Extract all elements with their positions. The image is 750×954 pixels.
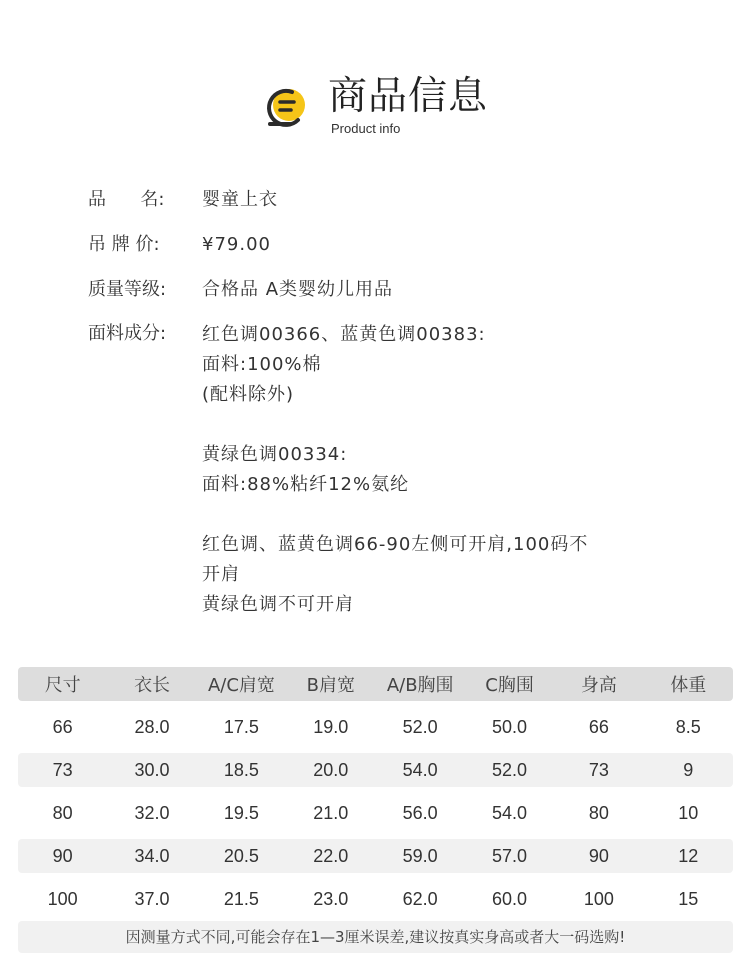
table-cell: 60.0 (492, 888, 528, 909)
table-cell: 80 (588, 802, 609, 823)
column-header: B肩宽 (306, 675, 355, 696)
table-row (18, 753, 733, 787)
table-cell: 19.5 (223, 802, 259, 823)
table-cell: 59.0 (402, 845, 438, 866)
table-cell: 22.0 (313, 845, 349, 866)
table-cell: 52.0 (402, 716, 438, 737)
table-cell: 34.0 (134, 845, 170, 866)
page-title: 商品信息 (328, 74, 489, 119)
table-cell: 23.0 (313, 888, 349, 909)
material-line: 面料:100%棉 (202, 354, 322, 375)
name-label: 品 名: (88, 189, 165, 210)
table-cell: 62.0 (402, 888, 438, 909)
table-cell: 21.5 (223, 888, 259, 909)
material-line: 黄绿色调不可开肩 (202, 594, 354, 615)
column-header: A/C肩宽 (207, 675, 275, 696)
table-cell: 90 (52, 845, 73, 866)
table-row (18, 839, 733, 873)
material-details (202, 320, 672, 620)
table-cell: 12 (678, 845, 699, 866)
column-header: C胸围 (485, 675, 534, 696)
table-row (18, 882, 733, 916)
table-cell: 52.0 (492, 759, 528, 780)
table-cell: 56.0 (402, 802, 438, 823)
table-cell: 10 (678, 802, 699, 823)
table-cell: 9 (683, 759, 694, 780)
size-table (18, 667, 733, 925)
table-cell: 15 (678, 888, 699, 909)
table-header-row (18, 667, 733, 701)
section-header (262, 72, 522, 142)
table-cell: 21.0 (313, 802, 349, 823)
material-label: 面料成分: (88, 323, 167, 344)
document-lines-icon (262, 84, 314, 130)
table-cell: 54.0 (492, 802, 528, 823)
material-line: (配料除外) (202, 384, 295, 405)
column-header: 体重 (670, 675, 707, 696)
measurement-footnote: 因测量方式不同,可能会存在1—3厘米误差,建议按真实身高或者大一码选购! (18, 921, 733, 953)
column-header: 身高 (580, 675, 617, 696)
price-value: ¥79.00 (202, 234, 271, 255)
column-header: 尺寸 (44, 675, 81, 696)
table-cell: 90 (588, 845, 609, 866)
table-cell: 73 (52, 759, 73, 780)
column-header: 衣长 (134, 675, 171, 696)
table-cell: 30.0 (134, 759, 170, 780)
table-cell: 50.0 (492, 716, 528, 737)
table-cell: 20.0 (313, 759, 349, 780)
table-cell: 17.5 (223, 716, 259, 737)
table-cell: 32.0 (134, 802, 170, 823)
grade-label: 质量等级: (88, 279, 167, 300)
table-cell: 73 (588, 759, 609, 780)
table-cell: 28.0 (134, 716, 170, 737)
material-line: 红色调00366、蓝黄色调00383: (202, 324, 486, 345)
table-cell: 100 (583, 888, 614, 909)
name-value: 婴童上衣 (202, 189, 278, 210)
table-cell: 19.0 (313, 716, 349, 737)
page-subtitle: Product info (331, 121, 401, 136)
table-cell: 8.5 (675, 716, 701, 737)
table-row (18, 796, 733, 830)
table-cell: 66 (588, 716, 609, 737)
table-row (18, 710, 733, 744)
grade-value: 合格品 A类婴幼儿用品 (202, 279, 394, 300)
table-cell: 20.5 (223, 845, 259, 866)
material-line: 红色调、蓝黄色调66-90左侧可开肩,100码不 (202, 534, 589, 555)
spacer (202, 410, 672, 440)
table-cell: 66 (52, 716, 73, 737)
material-line: 开肩 (202, 564, 240, 585)
material-line: 黄绿色调00334: (202, 444, 348, 465)
spacer (202, 500, 672, 530)
table-cell: 57.0 (492, 845, 528, 866)
column-header: A/B胸围 (386, 675, 454, 696)
material-line: 面料:88%粘纤12%氨纶 (202, 474, 410, 495)
table-cell: 18.5 (223, 759, 259, 780)
table-cell: 80 (52, 802, 73, 823)
price-label: 吊 牌 价: (88, 234, 160, 255)
table-cell: 100 (47, 888, 78, 909)
table-cell: 37.0 (134, 888, 170, 909)
table-cell: 54.0 (402, 759, 438, 780)
